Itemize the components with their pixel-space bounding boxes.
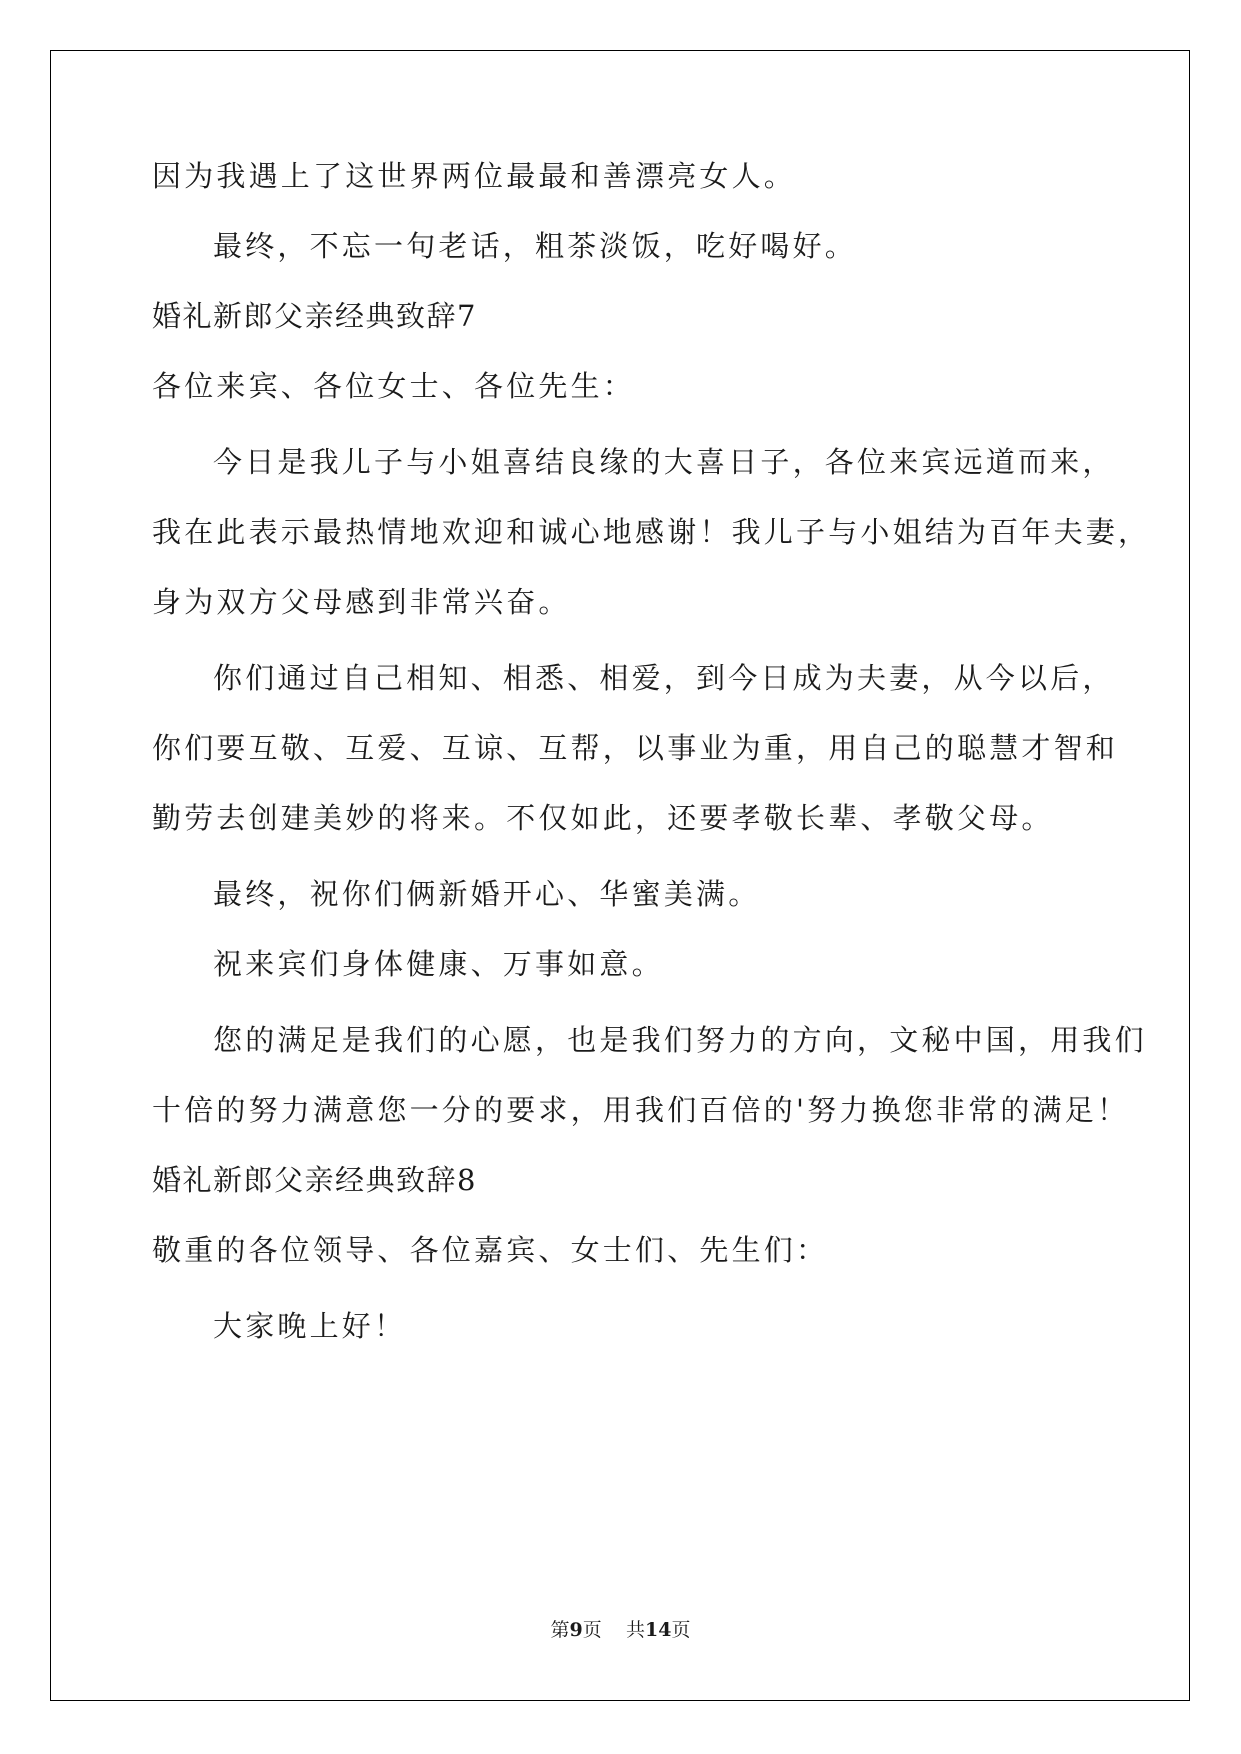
body-line: 身为双方父母感到非常兴奋。 (152, 585, 571, 619)
body-paragraph: 祝来宾们身体健康、万事如意。 (213, 947, 664, 981)
salutation: 敬重的各位领导、各位嘉宾、女士们、先生们： (152, 1233, 829, 1267)
section-heading: 婚礼新郎父亲经典致辞8 (152, 1163, 477, 1197)
page-label-suffix: 页 (582, 1619, 602, 1641)
page-footer (0, 1618, 1241, 1642)
total-label-prefix: 共 (625, 1619, 645, 1641)
body-paragraph: 大家晚上好！ (213, 1309, 407, 1343)
body-paragraph: 最终，祝你们俩新婚开心、华蜜美满。 (213, 877, 761, 911)
page-number: 9 (569, 1619, 583, 1641)
body-line: 因为我遇上了这世界两位最最和善漂亮女人。 (152, 159, 797, 193)
salutation: 各位来宾、各位女士、各位先生： (152, 369, 636, 403)
body-line: 我在此表示最热情地欢迎和诚心地感谢！我儿子与小姐结为百年夫妻， (152, 515, 1151, 549)
page-label-prefix: 第 (550, 1619, 570, 1641)
body-paragraph: 您的满足是我们的心愿，也是我们努力的方向，文秘中国，用我们 (213, 1023, 1147, 1057)
body-line: 你们要互敬、互爱、互谅、互帮，以事业为重，用自己的聪慧才智和 (152, 731, 1119, 765)
total-pages: 14 (644, 1619, 672, 1641)
body-line: 勤劳去创建美妙的将来。不仅如此，还要孝敬长辈、孝敬父母。 (152, 801, 1054, 835)
body-paragraph: 今日是我儿子与小姐喜结良缘的大喜日子，各位来宾远道而来， (213, 445, 1115, 479)
body-paragraph: 最终，不忘一句老话，粗茶淡饭，吃好喝好。 (213, 229, 858, 263)
body-paragraph: 你们通过自己相知、相悉、相爱，到今日成为夫妻，从今以后， (213, 661, 1115, 695)
body-line: 十倍的努力满意您一分的要求，用我们百倍的'努力换您非常的满足！ (152, 1093, 1130, 1127)
total-label-suffix: 页 (671, 1619, 691, 1641)
section-heading: 婚礼新郎父亲经典致辞7 (152, 299, 477, 333)
